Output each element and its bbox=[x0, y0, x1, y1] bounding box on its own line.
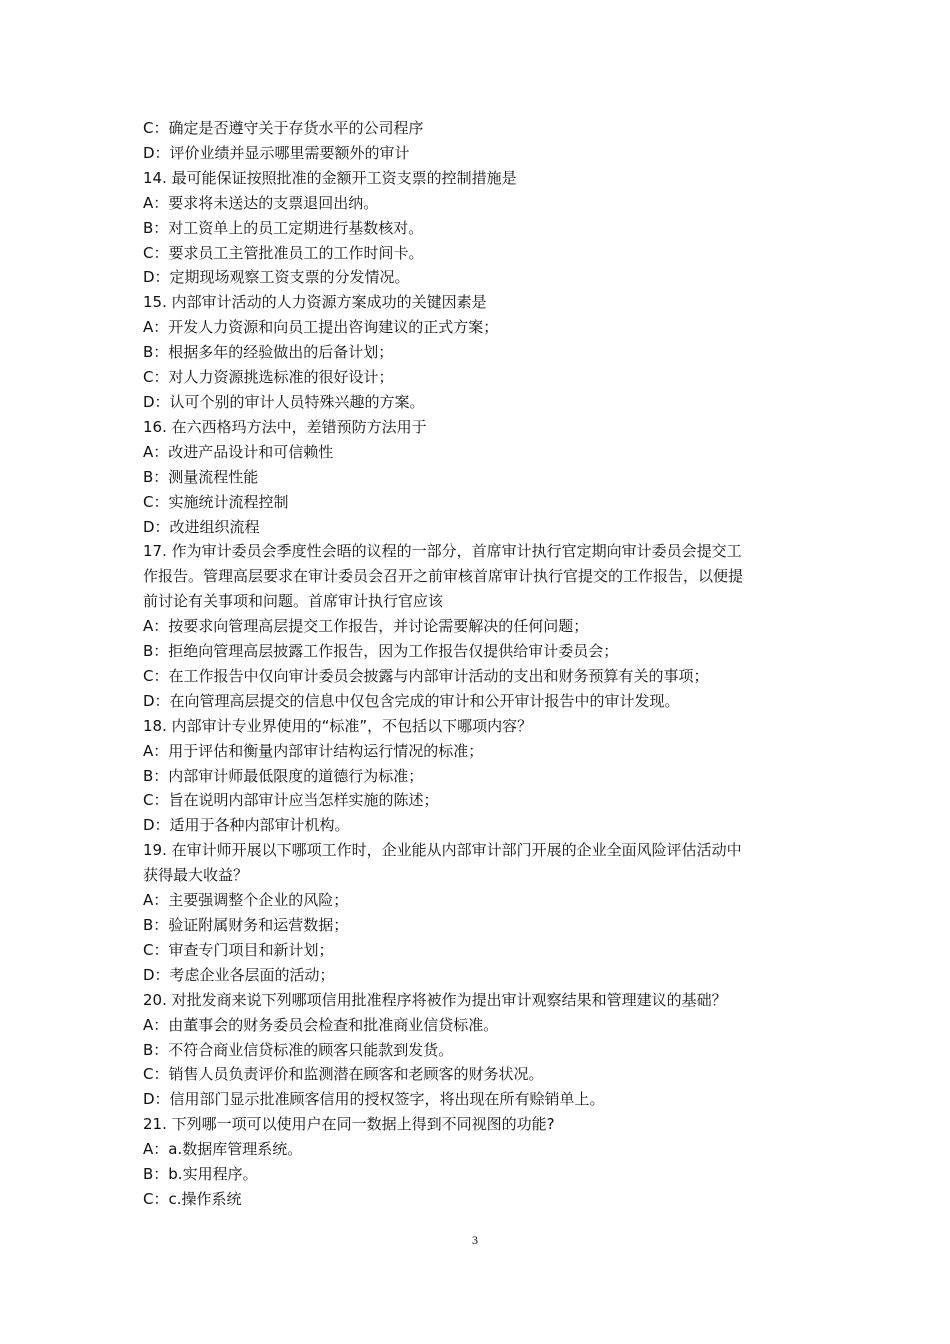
text-line: 14. 最可能保证按照批准的金额开工资支票的控制措施是 bbox=[143, 168, 517, 187]
text-line: A：a.数据库管理系统。 bbox=[143, 1140, 303, 1159]
text-line: D：定期现场观察工资支票的分发情况。 bbox=[143, 268, 410, 287]
text-line: C：在工作报告中仅向审计委员会披露与内部审计活动的支出和财务预算有关的事项； bbox=[143, 666, 709, 685]
text-line: B：拒绝向管理高层披露工作报告，因为工作报告仅提供给审计委员会； bbox=[143, 642, 619, 661]
text-line: C：旨在说明内部审计应当怎样实施的陈述； bbox=[143, 791, 439, 810]
text-line: A：开发人力资源和向员工提出咨询建议的正式方案； bbox=[143, 318, 499, 337]
text-line: C：审查专门项目和新计划； bbox=[143, 940, 334, 959]
text-line: B：根据多年的经验做出的后备计划； bbox=[143, 343, 394, 362]
text-line: B：b.实用程序。 bbox=[143, 1165, 258, 1184]
text-line: B：验证附属财务和运营数据； bbox=[143, 916, 349, 934]
text-line: D：认可个别的审计人员特殊兴趣的方案。 bbox=[143, 392, 425, 411]
text-line: D：适用于各种内部审计机构。 bbox=[143, 816, 350, 835]
text-line: A：用于评估和衡量内部审计结构运行情况的标准； bbox=[143, 741, 484, 760]
text-line: D：在向管理高层提交的信息中仅包含完成的审计和公开审计报告中的审计发现。 bbox=[143, 691, 680, 710]
text-line: 前讨论有关事项和问题。首席审计执行官应该 bbox=[143, 592, 444, 611]
text-line: B：内部审计师最低限度的道德行为标准； bbox=[143, 766, 424, 785]
text-line: A：由董事会的财务委员会检查和批准商业信贷标准。 bbox=[143, 1015, 499, 1034]
text-line: A：主要强调整个企业的风险； bbox=[143, 891, 349, 910]
text-line: 19. 在审计师开展以下哪项工作时，企业能从内部审计部门开展的企业全面风险评估活动中 bbox=[143, 841, 742, 860]
text-line: D：信用部门显示批准顾客信用的授权签字，将出现在所有赊销单上。 bbox=[143, 1090, 605, 1109]
text-line: A：改进产品设计和可信赖性 bbox=[143, 442, 334, 461]
text-line: A：要求将未送达的支票退回出纳。 bbox=[143, 193, 379, 212]
text-line: C：要求员工主管批准员工的工作时间卡。 bbox=[143, 243, 424, 262]
text-line: 20. 对批发商来说下列哪项信用批准程序将被作为提出审计观察结果和管理建议的基础？ bbox=[143, 990, 727, 1009]
text-line: 作报告。管理高层要求在审计委员会召开之前审核首席审计执行官提交的工作报告，以便提 bbox=[143, 567, 744, 586]
text-line: C：确定是否遵守关于存货水平的公司程序 bbox=[143, 119, 424, 137]
text-line: B：测量流程性能 bbox=[143, 467, 259, 486]
text-line: D：改进组织流程 bbox=[143, 517, 260, 536]
text-line: A：按要求向管理高层提交工作报告，并讨论需要解决的任何问题； bbox=[143, 617, 589, 636]
text-line: C：销售人员负责评价和监测潜在顾客和老顾客的财务状况。 bbox=[143, 1065, 544, 1084]
text-line: 21. 下列哪一项可以使用户在同一数据上得到不同视图的功能? bbox=[143, 1115, 555, 1134]
text-line: D：考虑企业各层面的活动； bbox=[143, 965, 335, 984]
text-line: D：评价业绩并显示哪里需要额外的审计 bbox=[143, 143, 410, 162]
text-line: C：c.操作系统 bbox=[143, 1189, 242, 1208]
page-body bbox=[143, 116, 823, 1212]
text-line: B：不符合商业信贷标准的顾客只能款到发货。 bbox=[143, 1040, 454, 1059]
text-line: B：对工资单上的员工定期进行基数核对。 bbox=[143, 218, 424, 237]
text-line: 获得最大收益？ bbox=[143, 866, 249, 885]
text-line: C：实施统计流程控制 bbox=[143, 492, 289, 511]
text-line: 18. 内部审计专业界使用的“标准”，不包括以下哪项内容？ bbox=[143, 716, 533, 735]
page-number: 3 bbox=[472, 1233, 478, 1247]
text-line: C：对人力资源挑选标准的很好设计； bbox=[143, 368, 394, 387]
text-line: 17. 作为审计委员会季度性会晤的议程的一部分，首席审计执行官定期向审计委员会提交工 bbox=[143, 542, 742, 561]
text-line: 15. 内部审计活动的人力资源方案成功的关键因素是 bbox=[143, 293, 487, 312]
text-line: 16. 在六西格玛方法中，差错预防方法用于 bbox=[143, 417, 427, 436]
